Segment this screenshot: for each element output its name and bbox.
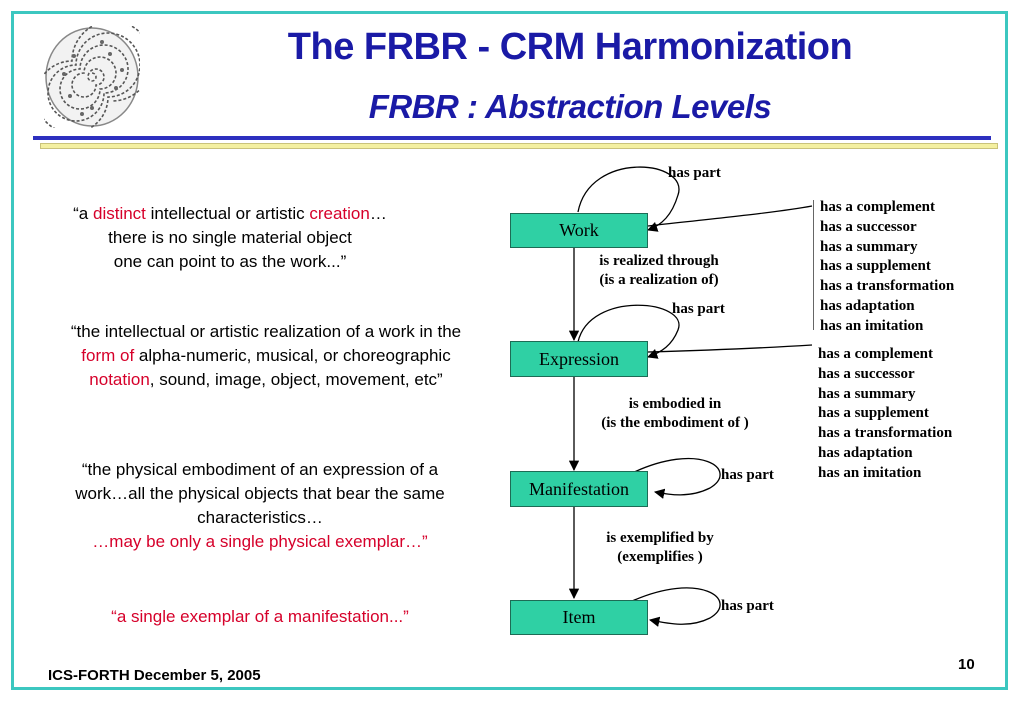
work-relations-bracket — [813, 200, 814, 330]
label-has-part-item: has part — [721, 598, 774, 614]
list-item: has a transformation — [820, 278, 955, 295]
list-item: has a supplement — [818, 405, 929, 422]
list-item: has adaptation — [820, 297, 915, 314]
expression-description: “the intellectual or artistic realization of a work in the form of alpha-numeric, musical, or choreographic notation, sound, image, object, movement, etc” — [70, 322, 462, 389]
node-item: Item — [510, 600, 648, 635]
link-expression-relations — [648, 345, 812, 352]
list-item: has an imitation — [820, 317, 924, 334]
label-work-to-expression: is realized through (is a realization of) — [599, 253, 719, 288]
list-item: has a summary — [820, 238, 918, 255]
list-item: has adaptation — [818, 444, 913, 461]
list-item: has a successor — [820, 218, 917, 235]
node-expression: Expression — [510, 341, 648, 377]
slide-title: The FRBR - CRM Harmonization — [287, 26, 853, 68]
manifestation-description: “the physical embodiment of an expression of a work…all the physical objects that bear the same characteristics… …may be only a single physical exemplar…” — [75, 460, 445, 551]
node-work: Work — [510, 213, 648, 248]
slide-subtitle: FRBR : Abstraction Levels — [368, 88, 772, 125]
node-manifestation: Manifestation — [510, 471, 648, 507]
label-has-part-manifestation: has part — [721, 467, 774, 483]
label-manifestation-to-item: is exemplified by (exemplifies ) — [606, 530, 714, 565]
label-expression-to-manifestation: is embodied in (is the embodiment of ) — [601, 396, 749, 431]
list-item: has a complement — [820, 199, 935, 215]
work-relations-list — [820, 198, 954, 337]
list-item: has a successor — [818, 365, 915, 382]
list-item: has a transformation — [818, 425, 953, 442]
list-item: has a supplement — [820, 258, 931, 275]
item-description: “a single exemplar of a manifestation...” — [111, 607, 409, 626]
expression-relations-list — [818, 345, 952, 484]
label-has-part-expression: has part — [672, 301, 725, 317]
page-number: 10 — [958, 656, 975, 673]
list-item: has an imitation — [818, 464, 922, 481]
work-description: “a distinct intellectual or artistic creation… there is no single material object one can point to as the work...” — [73, 204, 387, 271]
list-item: has a complement — [818, 346, 933, 362]
list-item: has a summary — [818, 385, 916, 402]
label-has-part-work: has part — [668, 165, 721, 181]
footer-text: ICS-FORTH December 5, 2005 — [48, 667, 261, 684]
